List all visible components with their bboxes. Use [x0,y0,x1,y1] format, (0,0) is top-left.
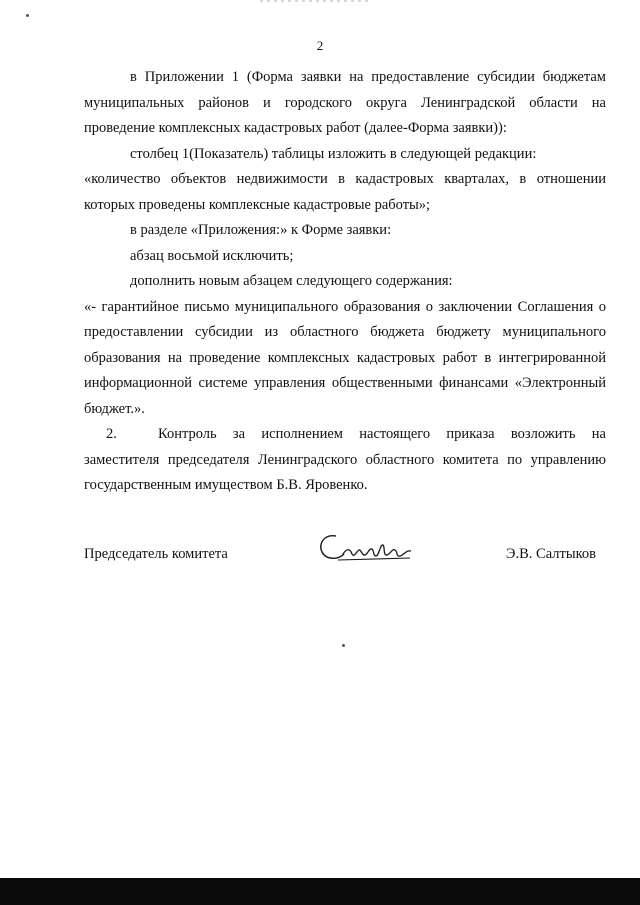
paragraph-guarantee-letter: «- гарантийное письмо муниципального образования о заключении Соглашения о предоставлении субсидии из областного бюджета бюджету муниципального образования на проведение комплексных кадастровых работ в интегрированной информационной системе управления общественными финансами «Электронный бюджет.». [84,298,606,417]
paragraph-section: в разделе «Приложения:» к Форме заявки: [130,222,392,238]
document-body [84,65,606,499]
numbered-item-2 [84,422,606,499]
item-number: 2. [106,426,117,442]
item-text: Контроль за исполнением настоящего приказа возложить на заместителя председателя Ленинградского областного комитета по управлению государственным имуществом Б.В. Яровенко. [84,426,606,493]
scan-artifact [260,0,370,2]
handwritten-signature [316,530,416,566]
paragraph-add: дополнить новым абзацем следующего содержания: [130,273,453,289]
paragraph-column: столбец 1(Показатель) таблицы изложить в следующей редакции: [130,145,537,162]
scan-speck [26,14,29,17]
signatory-name: Э.В. Салтыков [505,546,596,562]
scan-border-bottom [0,878,640,905]
page-number: 2 [316,38,324,53]
paragraph-exclude: абзац восьмой исключить; [130,247,294,264]
paragraph-appendix: в Приложении 1 (Форма заявки на предоставление субсидии бюджетам муниципальных районов и городского округа Ленинградской области на проведение комплексных кадастровых работ (далее-Форма заявки)): [84,69,606,136]
signature-block [84,536,596,576]
paragraph-quote-indicator: «количество объектов недвижимости в кадастровых кварталах, в отношении которых проведены комплексные кадастровые работы»; [84,171,606,213]
scan-speck [342,644,345,647]
signatory-title: Председатель комитета [84,546,228,562]
